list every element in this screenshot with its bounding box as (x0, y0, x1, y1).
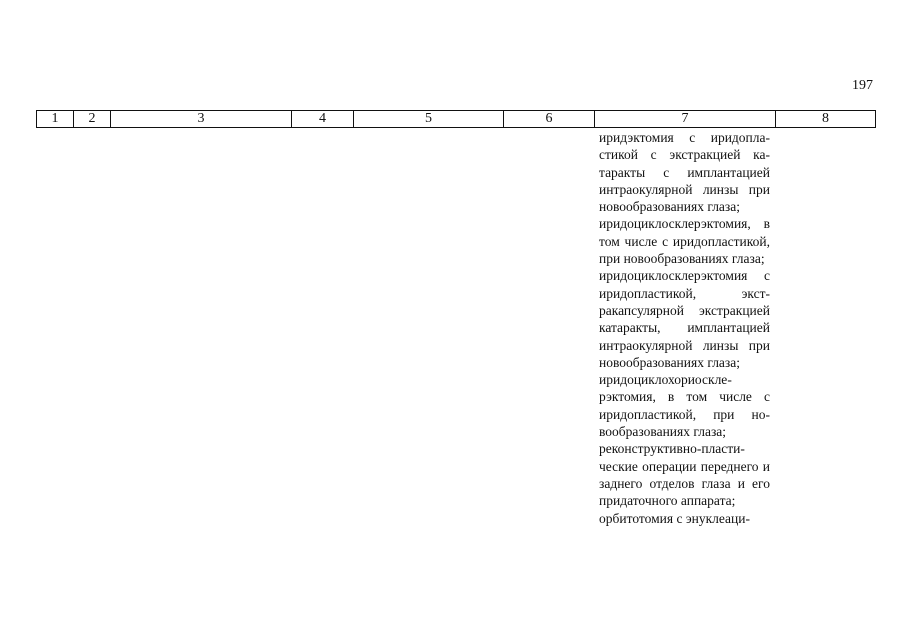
column-number-8: 8 (776, 111, 876, 128)
column-number-6: 6 (504, 111, 595, 128)
procedure-entry: реконструктивно-пластические операции переднего и заднего отделов глаза и его придаточного аппарата; (599, 441, 770, 509)
column-7-content (599, 129, 770, 527)
procedure-entry: иридоциклохориосклерэктомия, в том числе с иридопластикой, при новообразованиях глаза; (599, 372, 770, 440)
column-number-header-table (36, 110, 876, 128)
column-number-1: 1 (37, 111, 74, 128)
procedure-entry: иридэктомия с иридопластикой с экстракцией катаракты с имплантацией интраокулярной линзы при новообразованиях глаза; (599, 130, 770, 215)
page-number: 197 (852, 78, 873, 93)
column-number-7: 7 (595, 111, 776, 128)
column-number-3: 3 (111, 111, 292, 128)
column-number-4: 4 (292, 111, 354, 128)
column-number-5: 5 (354, 111, 504, 128)
column-number-2: 2 (74, 111, 111, 128)
procedure-entry: орбитотомия с энуклеаци- (599, 510, 750, 526)
procedure-entry: иридоциклосклерэктомия, в том числе с иридопластикой, при новообразованиях глаза; (599, 216, 770, 267)
procedure-entry: иридоциклосклерэктомия с иридопластикой, экстракапсулярной экстракцией катаракты, имплантацией интраокулярной линзы при новообразованиях глаза; (599, 268, 770, 370)
header-row (37, 111, 876, 128)
